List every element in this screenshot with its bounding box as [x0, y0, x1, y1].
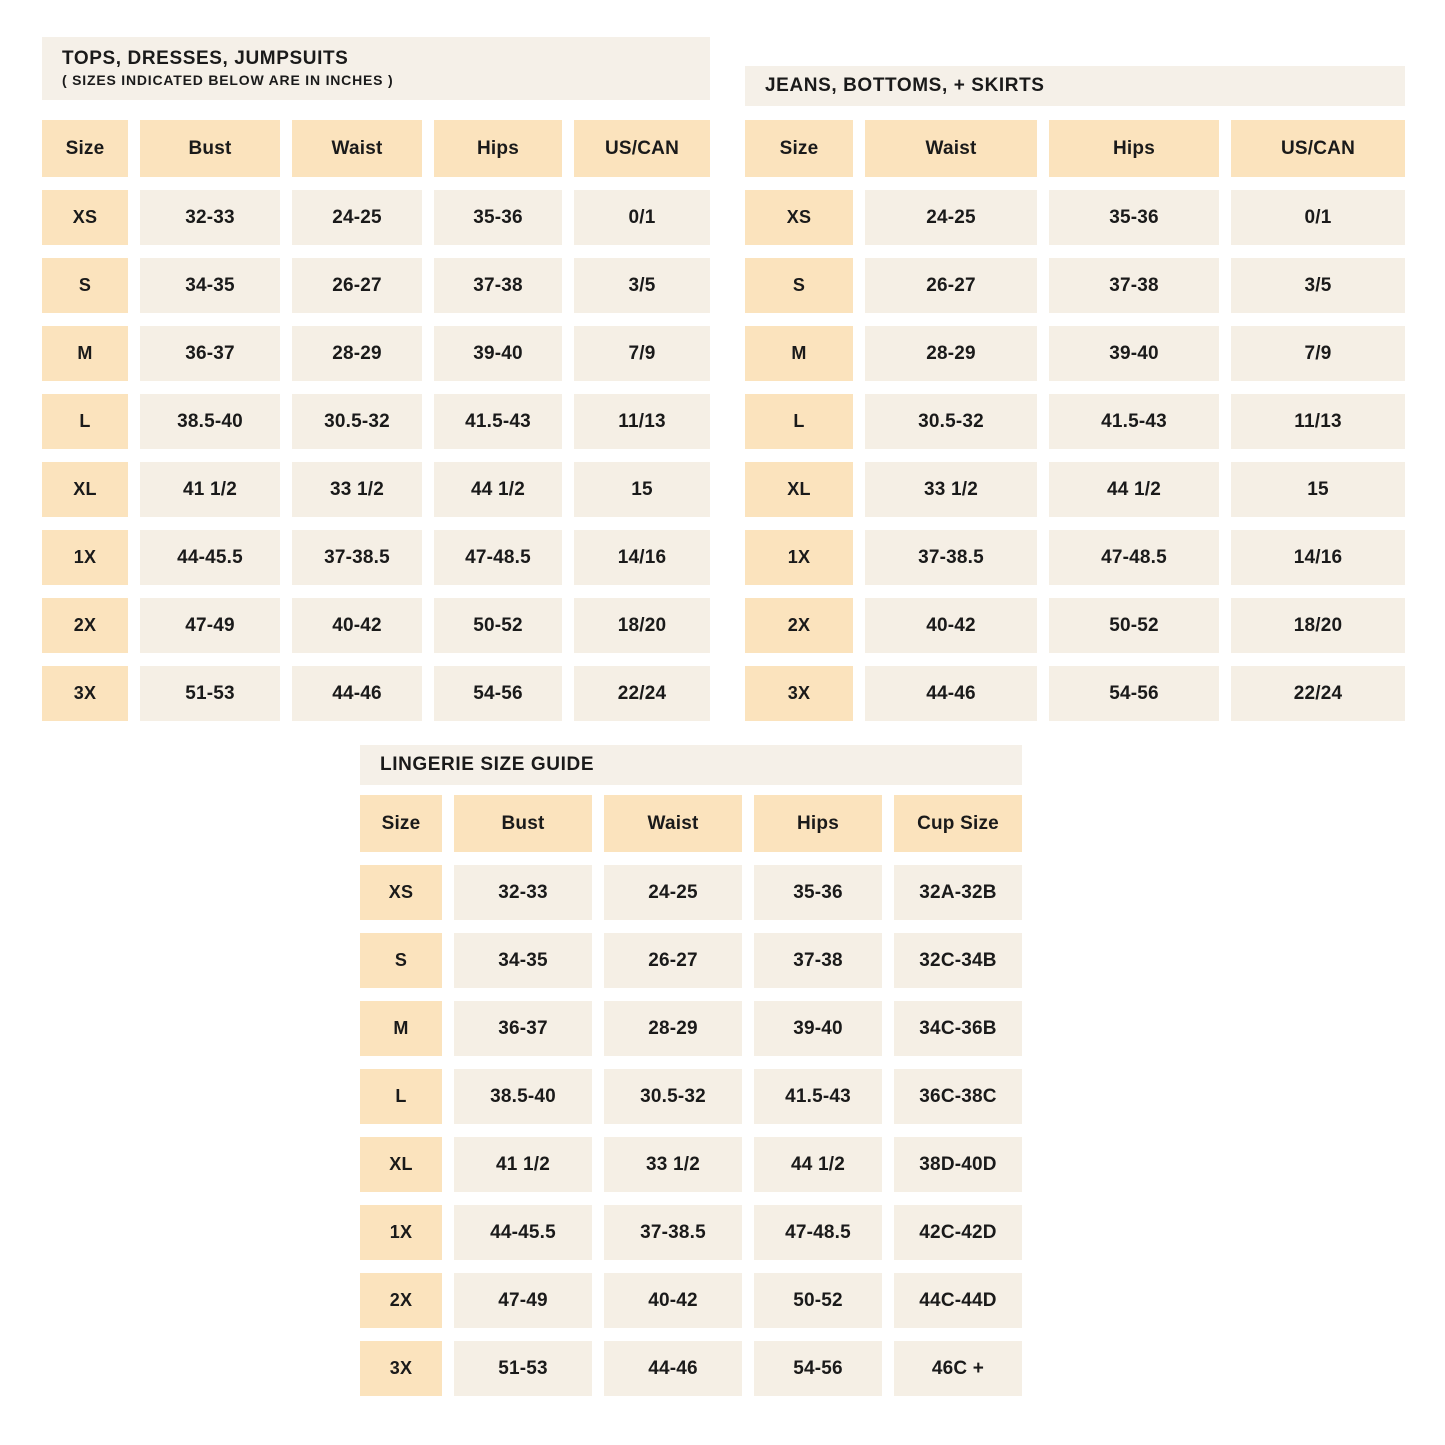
- size-table-lingerie: [360, 745, 1022, 1396]
- column-header-waist: Waist: [292, 120, 422, 177]
- table-title-banner: [42, 37, 710, 100]
- table-title: TOPS, DRESSES, JUMPSUITS: [62, 48, 349, 70]
- value-cell: 11/13: [1231, 394, 1405, 449]
- value-cell: 44 1/2: [1049, 462, 1219, 517]
- value-cell: 32-33: [454, 865, 592, 920]
- column-header-size: Size: [745, 120, 853, 177]
- value-cell: 24-25: [604, 865, 742, 920]
- size-cell: S: [360, 933, 442, 988]
- value-cell: 35-36: [754, 865, 882, 920]
- size-cell: XS: [745, 190, 853, 245]
- value-cell: 26-27: [604, 933, 742, 988]
- value-cell: 32-33: [140, 190, 280, 245]
- value-cell: 44-45.5: [140, 530, 280, 585]
- value-cell: 50-52: [1049, 598, 1219, 653]
- table-title-banner: [745, 66, 1405, 106]
- value-cell: 22/24: [1231, 666, 1405, 721]
- value-cell: 7/9: [574, 326, 710, 381]
- value-cell: 36-37: [140, 326, 280, 381]
- value-cell: 3/5: [574, 258, 710, 313]
- value-cell: 7/9: [1231, 326, 1405, 381]
- value-cell: 24-25: [865, 190, 1037, 245]
- value-cell: 47-49: [454, 1273, 592, 1328]
- value-cell: 26-27: [865, 258, 1037, 313]
- value-cell: 3/5: [1231, 258, 1405, 313]
- value-cell: 22/24: [574, 666, 710, 721]
- value-cell: 37-38: [1049, 258, 1219, 313]
- value-cell: 44-46: [865, 666, 1037, 721]
- value-cell: 14/16: [1231, 530, 1405, 585]
- size-cell: 1X: [745, 530, 853, 585]
- value-cell: 34-35: [454, 933, 592, 988]
- value-cell: 28-29: [865, 326, 1037, 381]
- value-cell: 0/1: [1231, 190, 1405, 245]
- size-cell: L: [745, 394, 853, 449]
- size-cell: L: [360, 1069, 442, 1124]
- size-cell: 2X: [42, 598, 128, 653]
- table-title: LINGERIE SIZE GUIDE: [380, 754, 595, 776]
- value-cell: 50-52: [434, 598, 562, 653]
- size-cell: M: [42, 326, 128, 381]
- column-header-us-can: US/CAN: [574, 120, 710, 177]
- value-cell: 40-42: [604, 1273, 742, 1328]
- size-cell: S: [745, 258, 853, 313]
- column-header-us-can: US/CAN: [1231, 120, 1405, 177]
- value-cell: 37-38.5: [865, 530, 1037, 585]
- size-cell: M: [360, 1001, 442, 1056]
- value-cell: 39-40: [434, 326, 562, 381]
- size-table-grid: [360, 795, 1022, 1396]
- value-cell: 37-38.5: [292, 530, 422, 585]
- size-cell: XL: [42, 462, 128, 517]
- value-cell: 41 1/2: [140, 462, 280, 517]
- value-cell: 37-38: [434, 258, 562, 313]
- value-cell: 35-36: [434, 190, 562, 245]
- table-subtitle: ( SIZES INDICATED BELOW ARE IN INCHES ): [62, 72, 394, 89]
- column-header-bust: Bust: [454, 795, 592, 852]
- value-cell: 44 1/2: [754, 1137, 882, 1192]
- value-cell: 44-45.5: [454, 1205, 592, 1260]
- column-header-bust: Bust: [140, 120, 280, 177]
- value-cell: 14/16: [574, 530, 710, 585]
- size-cell: 2X: [745, 598, 853, 653]
- value-cell: 47-49: [140, 598, 280, 653]
- size-cell: XL: [360, 1137, 442, 1192]
- value-cell: 41.5-43: [754, 1069, 882, 1124]
- size-cell: XS: [42, 190, 128, 245]
- value-cell: 44C-44D: [894, 1273, 1022, 1328]
- size-cell: 1X: [42, 530, 128, 585]
- column-header-size: Size: [42, 120, 128, 177]
- value-cell: 28-29: [292, 326, 422, 381]
- value-cell: 42C-42D: [894, 1205, 1022, 1260]
- value-cell: 41.5-43: [434, 394, 562, 449]
- column-header-waist: Waist: [865, 120, 1037, 177]
- value-cell: 30.5-32: [292, 394, 422, 449]
- column-header-cup-size: Cup Size: [894, 795, 1022, 852]
- value-cell: 39-40: [754, 1001, 882, 1056]
- column-header-hips: Hips: [754, 795, 882, 852]
- size-table-grid: [42, 120, 710, 721]
- value-cell: 18/20: [1231, 598, 1405, 653]
- value-cell: 50-52: [754, 1273, 882, 1328]
- size-cell: 3X: [42, 666, 128, 721]
- value-cell: 47-48.5: [434, 530, 562, 585]
- value-cell: 38.5-40: [140, 394, 280, 449]
- value-cell: 38D-40D: [894, 1137, 1022, 1192]
- size-cell: M: [745, 326, 853, 381]
- value-cell: 36-37: [454, 1001, 592, 1056]
- value-cell: 33 1/2: [865, 462, 1037, 517]
- value-cell: 54-56: [1049, 666, 1219, 721]
- value-cell: 51-53: [140, 666, 280, 721]
- size-cell: 1X: [360, 1205, 442, 1260]
- value-cell: 26-27: [292, 258, 422, 313]
- column-header-hips: Hips: [434, 120, 562, 177]
- value-cell: 34C-36B: [894, 1001, 1022, 1056]
- value-cell: 44-46: [604, 1341, 742, 1396]
- value-cell: 47-48.5: [1049, 530, 1219, 585]
- size-table-tops-dresses-jumpsuits: [42, 37, 710, 721]
- value-cell: 35-36: [1049, 190, 1219, 245]
- value-cell: 33 1/2: [292, 462, 422, 517]
- value-cell: 28-29: [604, 1001, 742, 1056]
- value-cell: 30.5-32: [865, 394, 1037, 449]
- table-title: JEANS, BOTTOMS, + SKIRTS: [765, 75, 1045, 97]
- value-cell: 0/1: [574, 190, 710, 245]
- value-cell: 41 1/2: [454, 1137, 592, 1192]
- column-header-waist: Waist: [604, 795, 742, 852]
- table-title-banner: [360, 745, 1022, 785]
- size-cell: XL: [745, 462, 853, 517]
- size-cell: S: [42, 258, 128, 313]
- size-cell: XS: [360, 865, 442, 920]
- value-cell: 18/20: [574, 598, 710, 653]
- value-cell: 33 1/2: [604, 1137, 742, 1192]
- column-header-hips: Hips: [1049, 120, 1219, 177]
- value-cell: 34-35: [140, 258, 280, 313]
- value-cell: 46C +: [894, 1341, 1022, 1396]
- size-table-jeans-bottoms-skirts: [745, 66, 1405, 721]
- value-cell: 11/13: [574, 394, 710, 449]
- value-cell: 40-42: [292, 598, 422, 653]
- value-cell: 30.5-32: [604, 1069, 742, 1124]
- value-cell: 54-56: [434, 666, 562, 721]
- value-cell: 44-46: [292, 666, 422, 721]
- value-cell: 51-53: [454, 1341, 592, 1396]
- value-cell: 15: [1231, 462, 1405, 517]
- value-cell: 32C-34B: [894, 933, 1022, 988]
- size-cell: 3X: [745, 666, 853, 721]
- size-cell: L: [42, 394, 128, 449]
- value-cell: 54-56: [754, 1341, 882, 1396]
- value-cell: 44 1/2: [434, 462, 562, 517]
- value-cell: 41.5-43: [1049, 394, 1219, 449]
- column-header-size: Size: [360, 795, 442, 852]
- size-cell: 2X: [360, 1273, 442, 1328]
- value-cell: 15: [574, 462, 710, 517]
- value-cell: 37-38.5: [604, 1205, 742, 1260]
- size-cell: 3X: [360, 1341, 442, 1396]
- value-cell: 36C-38C: [894, 1069, 1022, 1124]
- size-table-grid: [745, 120, 1405, 721]
- value-cell: 38.5-40: [454, 1069, 592, 1124]
- value-cell: 32A-32B: [894, 865, 1022, 920]
- value-cell: 47-48.5: [754, 1205, 882, 1260]
- value-cell: 39-40: [1049, 326, 1219, 381]
- value-cell: 40-42: [865, 598, 1037, 653]
- value-cell: 24-25: [292, 190, 422, 245]
- value-cell: 37-38: [754, 933, 882, 988]
